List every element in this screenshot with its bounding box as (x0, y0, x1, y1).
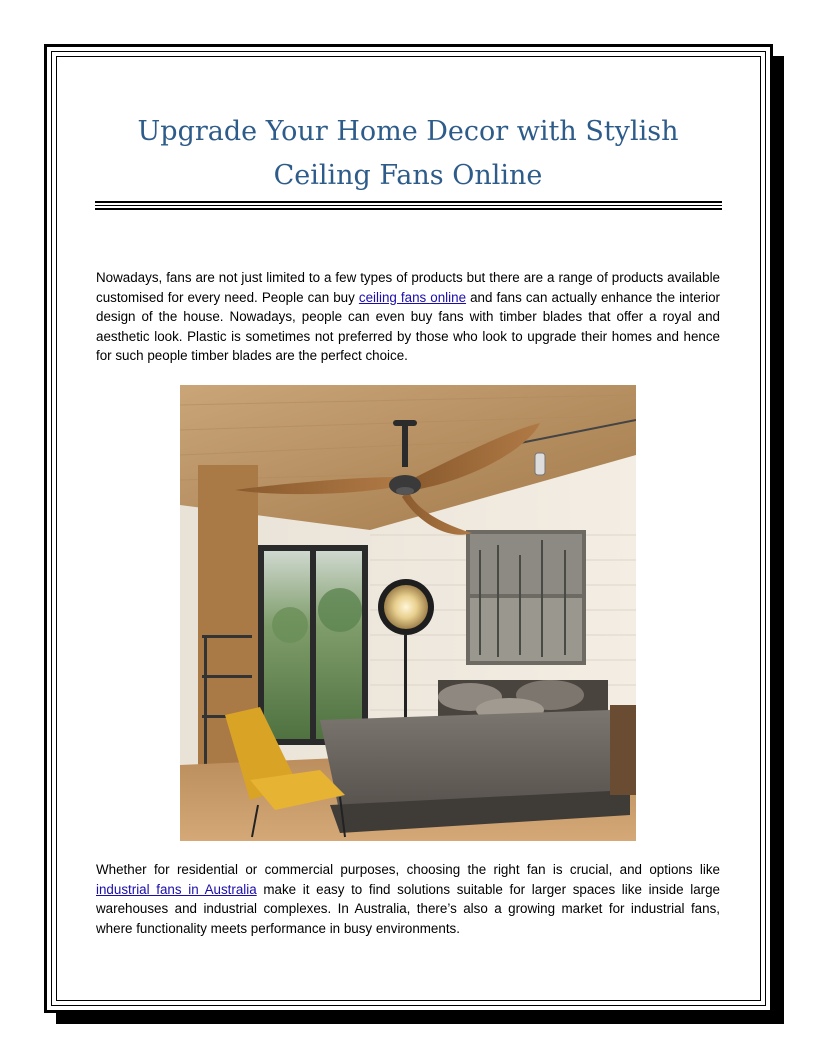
paragraph-text: Whether for residential or commercial purposes, choosing the right fan is crucial, and options like (96, 862, 720, 877)
industrial-fans-australia-link[interactable]: industrial fans in Australia (96, 881, 257, 897)
paragraph-text: make it easy to find solutions suitable for larger spaces like inside large warehouses and industrial complexes. In Australia, there’s also a growing market for industrial fans, where functionality meets performance in busy environments. (96, 881, 720, 936)
title-underline (95, 205, 722, 206)
ceiling-fans-online-link[interactable]: ceiling fans online (358, 289, 467, 305)
paragraph-text: and fans can actually enhance the interior design of the house. Nowadays, people can even buy fans with timber blades that offer a royal and aesthetic look. Plastic is sometimes not preferred by those who look to upgrade their homes and hence for such people timber blades are the perfect choice. (96, 289, 721, 363)
intro-paragraph (96, 268, 720, 366)
industrial-paragraph (96, 860, 720, 938)
bedroom-ceiling-fan-photo (180, 385, 636, 841)
paragraph-text: Nowadays, fans are not just limited to a few types of products but there are a range of products available customised for every need. People can buy (96, 270, 720, 305)
title-underline (95, 201, 722, 203)
page-title: Upgrade Your Home Decor with Stylish Ceiling Fans Online (137, 116, 679, 191)
title-underline (95, 208, 722, 210)
